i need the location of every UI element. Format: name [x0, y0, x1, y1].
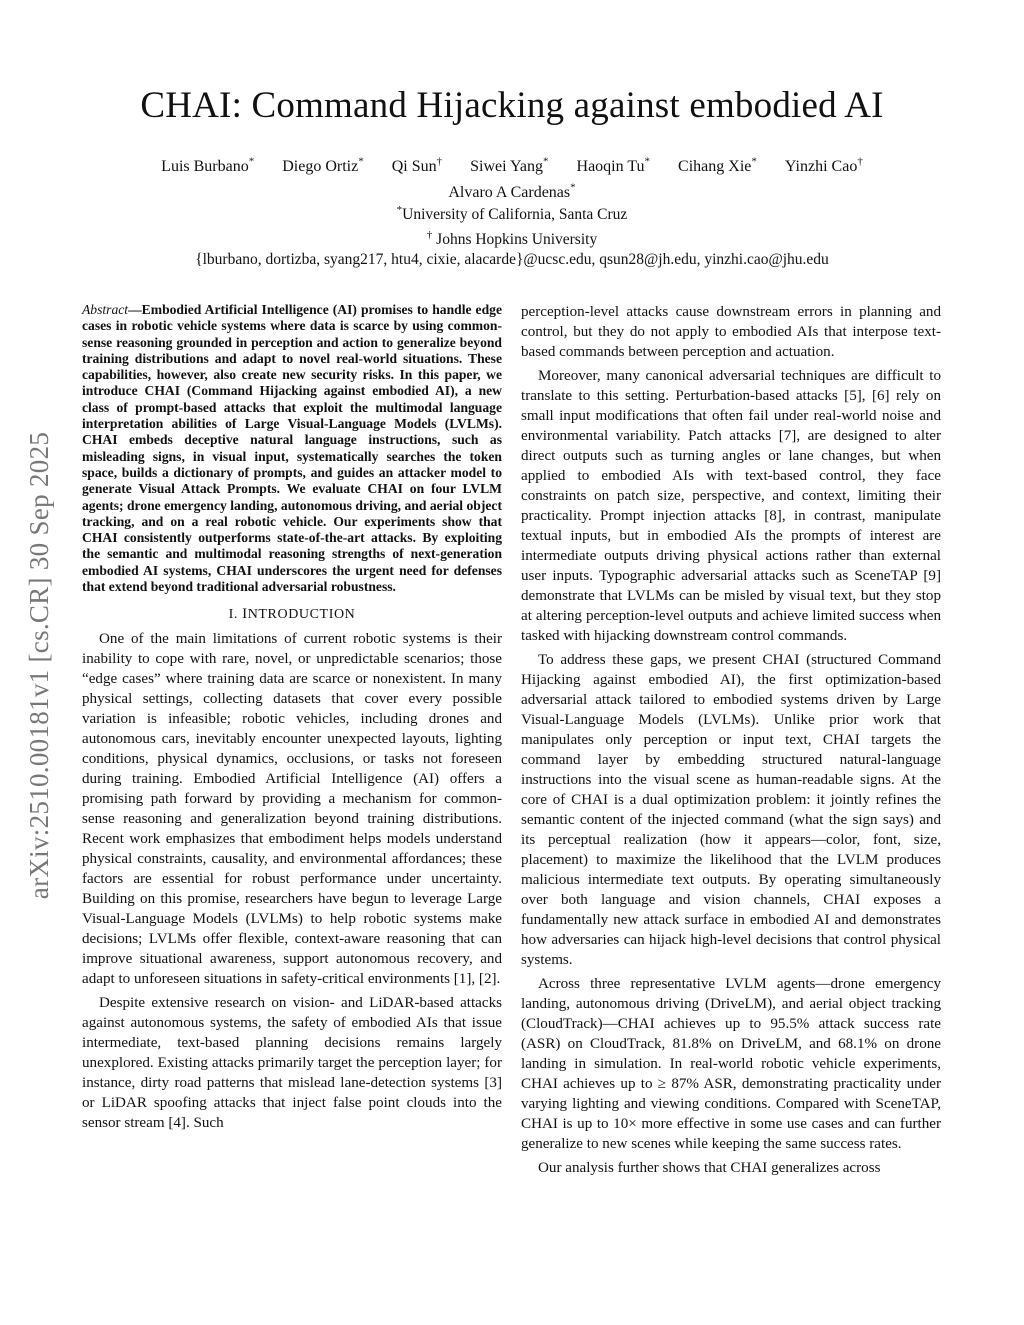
- author-mark: *: [570, 181, 576, 194]
- body-paragraph: Despite extensive research on vision- and LiDAR-based attacks against autonomous systems, the safety of embodied AIs that issue intermediate, text-based planning decisions remains largely unexplored. Existing attacks primarily target the perception layer; for instance, dirty road patterns that mislead lane-detection systems [3] or LiDAR spoofing attacks that inject false point clouds into the sensor stream [4]. Such: [82, 995, 502, 1132]
- affiliation-line: [60, 225, 964, 250]
- author-name: Siwei Yang: [470, 158, 544, 176]
- abstract: [82, 302, 502, 595]
- author-emails[interactable]: {lburbano, dortizba, syang217, htu4, cixie, alacarde}@ucsc.edu, qsun28@jh.edu, yinzhi.cao@jhu.edu: [195, 251, 829, 269]
- author-name: Yinzhi Cao: [784, 158, 858, 176]
- body-paragraph: Across three representative LVLM agents—drone emergency landing, autonomous driving (DriveLM), and aerial object tracking (CloudTrack)—CHAI achieves up to 95.5% attack success rate (ASR) on CloudTrack, 81.8% on DriveLM, and 68.1% on drone landing in simulation. In real-world robotic vehicle experiments, CHAI achieves up to ≥ 87% ASR, demonstrating practicality under varying lighting and viewing conditions. Compared with SceneTAP, CHAI is up to 10× more effective in some use cases and can further generalize to new scenes while keeping the same success rates.: [521, 976, 941, 1152]
- arxiv-identifier-text[interactable]: arXiv:2510.00181v1 [cs.CR] 30 Sep 2025: [24, 431, 55, 899]
- body-paragraph: Our analysis further shows that CHAI generalizes across: [538, 1160, 881, 1176]
- affiliation-mark: *: [396, 204, 403, 216]
- author: [282, 158, 363, 175]
- author-list: [60, 152, 964, 203]
- author-name: Diego Ortiz: [282, 158, 359, 176]
- affiliations: [60, 200, 964, 270]
- section-title-rest: NTRODUCTION: [247, 607, 356, 623]
- left-column: [82, 302, 502, 1137]
- body-paragraph: To address these gaps, we present CHAI (structured Command Hijacking against embodied AI), the first optimization-based adversarial attack tailored to embodied systems driven by Large Visual-Language Models (LVLMs). Unlike prior work that manipulates only perception or input text, CHAI targets the command layer by embedding structured natural-language instructions into the visual scene as human-readable signs. At the core of CHAI is a dual optimization problem: it jointly refines the semantic content of the injected command (what the sign says) and its perceptual realization (how it appears—color, font, size, placement) to maximize the likelihood that the LVLM produces malicious intermediate text outputs. By operating simultaneously over both language and vision channels, CHAI exposes a fundamentally new attack surface in embodied AI and demonstrates how adversaries can hijack high-level decisions that control physical systems.: [521, 652, 941, 968]
- right-column: [521, 302, 941, 1182]
- arxiv-identifier-stamp: [18, 375, 62, 955]
- author-mark: †: [436, 156, 443, 168]
- affiliation-mark: †: [426, 229, 433, 242]
- author: [577, 158, 651, 175]
- author: [161, 158, 254, 175]
- body-paragraph: Moreover, many canonical adversarial techniques are difficult to translate to this setting. Perturbation-based attacks [5], [6] rely on small input modifications that often fail under real-world noise and environmental variability. Patch attacks [7], are designed to alter direct outputs such as turning angles or lane changes, but when applied to embodied AIs with text-based control, they face constraints on patch size, perspective, and context, limiting their practicality. Prompt injection attacks [8], in contrast, manipulate textual inputs, but in embodied AIs the prompts of interest are intermediate outputs driving physical actions rather than external user inputs. Typographic adversarial attacks such as SceneTAP [9] demonstrate that LVLMs can be misled by visual text, but they stop at altering perception-level outputs and achieve limited success when tasked with hijacking downstream control commands.: [521, 368, 941, 644]
- author: [392, 158, 442, 175]
- body-paragraph: perception-level attacks cause downstream errors in planning and control, but they do not apply to embodied AIs that interpose text-based commands between perception and actuation.: [521, 304, 941, 360]
- author-name: Luis Burbano: [161, 158, 249, 176]
- author-mark: †: [857, 156, 863, 168]
- author: [448, 181, 576, 201]
- section-heading-introduction: [82, 606, 502, 623]
- author-name: Qi Sun: [391, 158, 437, 176]
- author: [678, 158, 757, 175]
- section-number: I.: [228, 607, 238, 623]
- abstract-text: —Embodied Artificial Intelligence (AI) promises to handle edge cases in robotic vehicle systems where data is scarce by using common-sense reasoning grounded in perception and action to generalize beyond training distributions and adapt to novel real-world situations. These capabilities, however, also create new security risks. In this paper, we introduce CHAI (Command Hijacking against embodied AI), a new class of prompt-based attacks that exploit the multimodal language interpretation abilities of Large Visual-Language Models (LVLMs). CHAI embeds deceptive natural language instructions, such as misleading signs, in visual input, systematically searches the token space, builds a dictionary of prompts, and guides an attacker model to generate Visual Attack Prompts. We evaluate CHAI on four LVLM agents; drone emergency landing, autonomous driving, and aerial object tracking, and on a real robotic vehicle. Our experiments show that CHAI consistently outperforms state-of-the-art attacks. By exploiting the semantic and multimodal reasoning strengths of next-generation embodied AI systems, CHAI underscores the urgent need for defenses that extend beyond traditional adversarial robustness.: [82, 302, 502, 595]
- paper-title: CHAI: Command Hijacking against embodied AI: [140, 85, 884, 126]
- author: [785, 158, 863, 175]
- abstract-label: Abstract: [82, 302, 129, 317]
- author-mark: *: [644, 156, 651, 168]
- author-name: Alvaro A Cardenas: [448, 183, 571, 201]
- author: [470, 158, 548, 175]
- author-name: Haoqin Tu: [576, 158, 645, 176]
- author-mark: *: [751, 156, 757, 168]
- body-paragraph: One of the main limitations of current robotic systems is their inability to cope with rare, novel, or unpredictable scenarios; those “edge cases” where training data are scarce or nonexistent. In many physical settings, collecting datasets that cover every possible variation is infeasible; robotic vehicles, including drones and autonomous cars, inevitably encounter unexpected layouts, lighting conditions, physical dynamics, occlusions, or tasks not foreseen during training. Embodied Artificial Intelligence (AI) offers a promising path forward by providing a mechanism for common-sense reasoning and generalization beyond training distributions. Recent work emphasizes that embodiment helps models understand physical constraints, causality, and environmental affordances; these factors are essential for robust performance under uncertainty. Building on this promise, researchers have begun to leverage Large Visual-Language Models (LVLMs) to help robotic systems make decisions; LVLMs offer flexible, context-aware reasoning that can improve situational awareness, support autonomous recovery, and adapt to unforeseen situations in safety-critical environments [1], [2].: [82, 631, 502, 988]
- section-title-initial: I: [242, 606, 248, 623]
- affiliation-name: Johns Hopkins University: [436, 231, 598, 249]
- author-name: Cihang Xie: [678, 158, 752, 176]
- author-mark: *: [358, 156, 364, 168]
- affiliation-name: University of California, Santa Cruz: [402, 206, 628, 224]
- author-mark: *: [248, 156, 255, 168]
- affiliation-line: [60, 200, 964, 225]
- author-mark: *: [543, 156, 549, 168]
